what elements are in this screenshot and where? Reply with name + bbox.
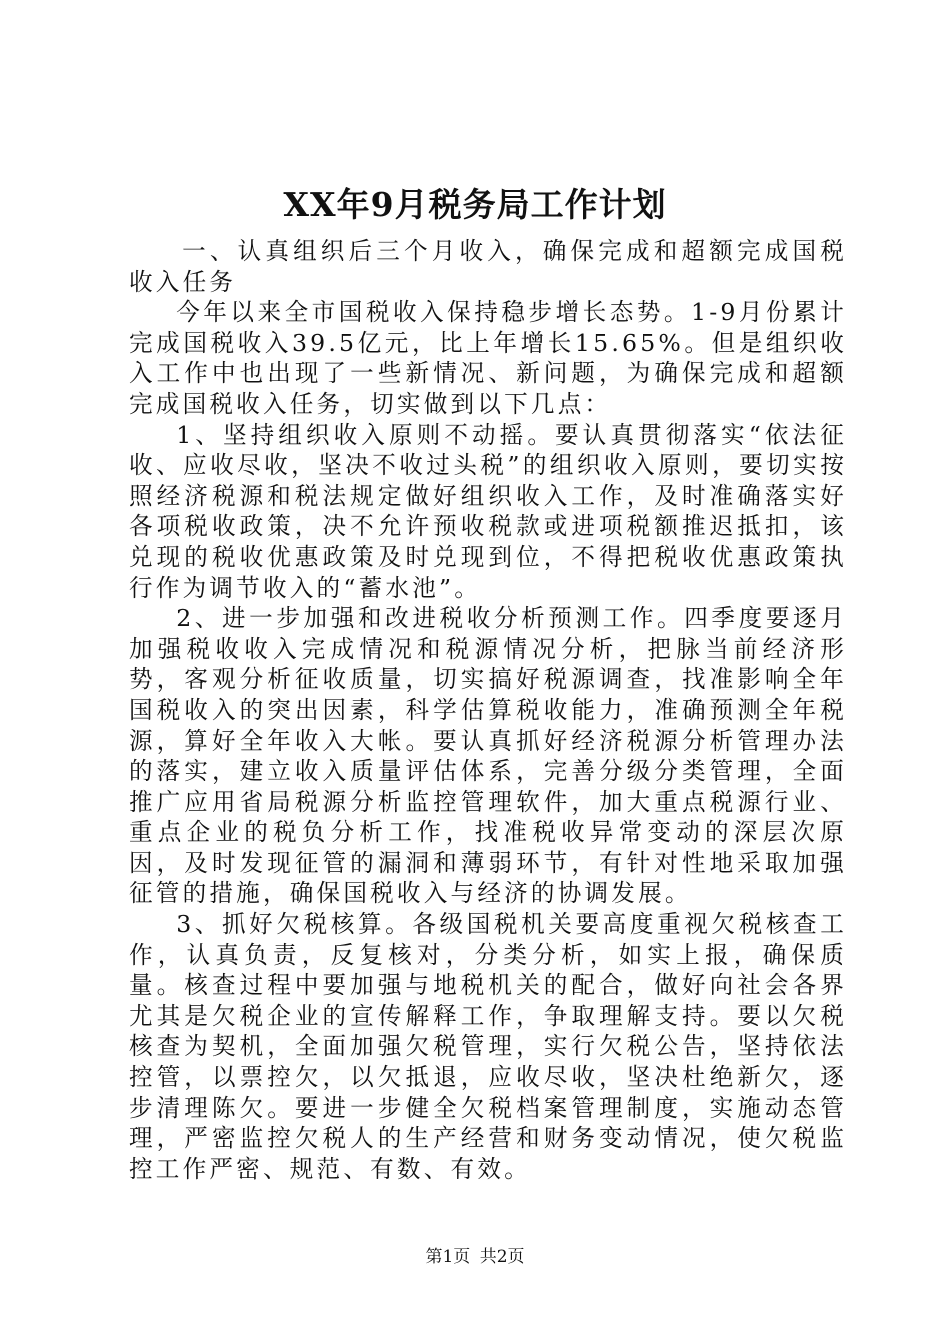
paragraph-point-2: 2、进一步加强和改进税收分析预测工作。四季度要逐月加强税收收入完成情况和税源情况分析，把脉当前经济形势，客观分析征收质量，切实搞好税源调查，找准影响全年国税收入的突出因素，科学估算税收能力，准确预测全年税源，算好全年收入大帐。要认真抓好经济税源分析管理办法的落实，建立收入质量评估体系，完善分级分类管理，全面推广应用省局税源分析监控管理软件，加大重点税源行业、重点企业的税负分析工作，找准税收异常变动的深层次原因，及时发现征管的漏洞和薄弱环节，有针对性地采取加强征管的措施，确保国税收入与经济的协调发展。 xyxy=(129,604,847,908)
page-total: 共2页 xyxy=(479,1247,525,1267)
document-body xyxy=(129,236,847,1184)
page-footer xyxy=(0,1245,950,1269)
paragraph-point-1: 1、坚持组织收入原则不动摇。要认真贯彻落实“依法征收、应收尽收，坚决不收过头税”的组织收入原则，要切实按照经济税源和税法规定做好组织收入工作，及时准确落实好各项税收政策，决不允许预收税款或进项税额推迟抵扣，该兑现的税收优惠政策及时兑现到位，不得把税收优惠政策执行作为调节收入的“蓄水池”。 xyxy=(129,420,847,602)
paragraph-point-3: 3、抓好欠税核算。各级国税机关要高度重视欠税核查工作，认真负责，反复核对，分类分析，如实上报，确保质量。核查过程中要加强与地税机关的配合，做好向社会各界尤其是欠税企业的宣传解释工作，争取理解支持。要以欠税核查为契机，全面加强欠税管理，实行欠税公告，坚持依法控管，以票控欠，以欠抵退，应收尽收，坚决杜绝新欠，逐步清理陈欠。要进一步健全欠税档案管理制度，实施动态管理，严密监控欠税人的生产经营和财务变动情况，使欠税监控工作严密、规范、有数、有效。 xyxy=(129,910,847,1183)
paragraph-intro: 今年以来全市国税收入保持稳步增长态势。1-9月份累计完成国税收入39.5亿元，比上年增长15.65%。但是组织收入工作中也出现了一些新情况、新问题，为确保完成和超额完成国税收入任务，切实做到以下几点： xyxy=(129,298,847,418)
page-number: 第1页 xyxy=(425,1247,471,1267)
document-title: XX年9月税务局工作计划 xyxy=(283,185,667,224)
section-heading: 一、认真组织后三个月收入，确保完成和超额完成国税收入任务 xyxy=(129,237,847,296)
